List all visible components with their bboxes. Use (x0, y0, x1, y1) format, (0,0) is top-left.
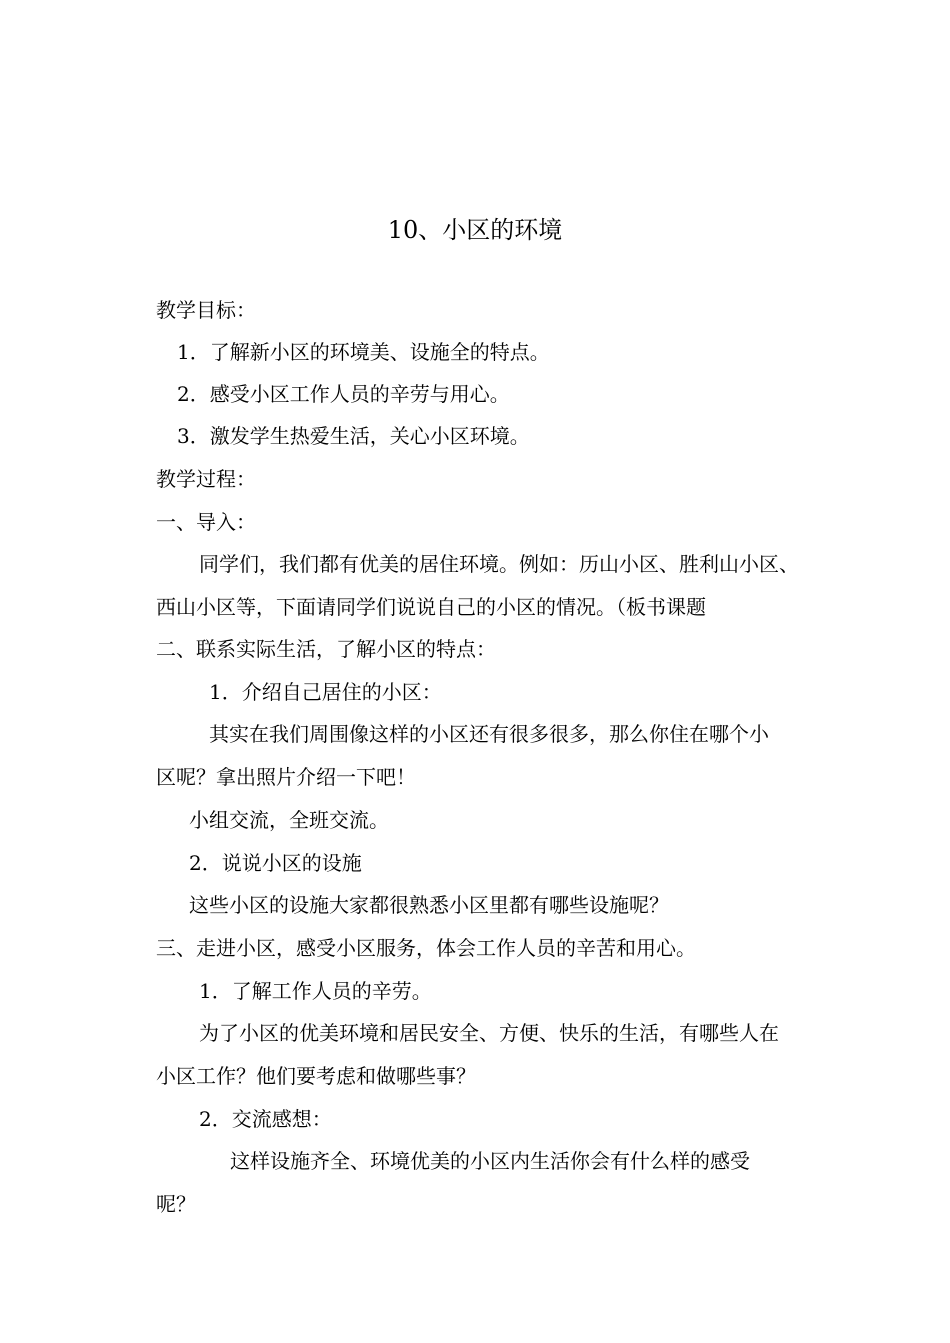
objectives-heading: 教学目标： (156, 298, 256, 322)
section-2-item-2-paragraph: 这些小区的设施大家都很熟悉小区里都有哪些设施呢？ (189, 893, 669, 917)
process-heading: 教学过程： (156, 467, 256, 491)
section-3-item-2-paragraph-line-2: 呢？ (156, 1192, 196, 1216)
objective-item-2: 2．感受小区工作人员的辛劳与用心。 (177, 382, 510, 406)
section-1-paragraph-line-1: 同学们，我们都有优美的居住环境。例如：历山小区、胜利山小区、 (199, 552, 799, 576)
section-3-heading: 三、走进小区，感受小区服务，体会工作人员的辛苦和用心。 (156, 936, 696, 960)
objective-item-1: 1．了解新小区的环境美、设施全的特点。 (177, 340, 550, 364)
section-2-item-1-paragraph-line-1: 其实在我们周围像这样的小区还有很多很多，那么你住在哪个小 (209, 722, 769, 746)
section-3-item-2-paragraph-line-1: 这样设施齐全、环境优美的小区内生活你会有什么样的感受 (230, 1149, 750, 1173)
section-2-item-1-paragraph-2: 小组交流，全班交流。 (189, 808, 389, 832)
section-1-paragraph-line-2: 西山小区等，下面请同学们说说自己的小区的情况。（板书课题 (156, 595, 706, 619)
document-title: 10、小区的环境 (387, 216, 563, 244)
section-1-heading: 一、导入： (156, 510, 256, 534)
section-3-item-1-paragraph-line-2: 小区工作？他们要考虑和做哪些事？ (156, 1064, 476, 1088)
section-3-item-1-paragraph-line-1: 为了小区的优美环境和居民安全、方便、快乐的生活，有哪些人在 (199, 1021, 779, 1045)
objective-item-3: 3．激发学生热爱生活，关心小区环境。 (177, 424, 530, 448)
section-3-item-2: 2．交流感想： (199, 1107, 332, 1131)
section-2-heading: 二、联系实际生活，了解小区的特点： (156, 637, 496, 661)
section-2-item-2: 2．说说小区的设施 (189, 851, 362, 875)
section-2-item-1: 1．介绍自己居住的小区： (209, 680, 442, 704)
section-2-item-1-paragraph-line-2: 区呢？拿出照片介绍一下吧！ (156, 765, 416, 789)
section-3-item-1: 1．了解工作人员的辛劳。 (199, 979, 432, 1003)
